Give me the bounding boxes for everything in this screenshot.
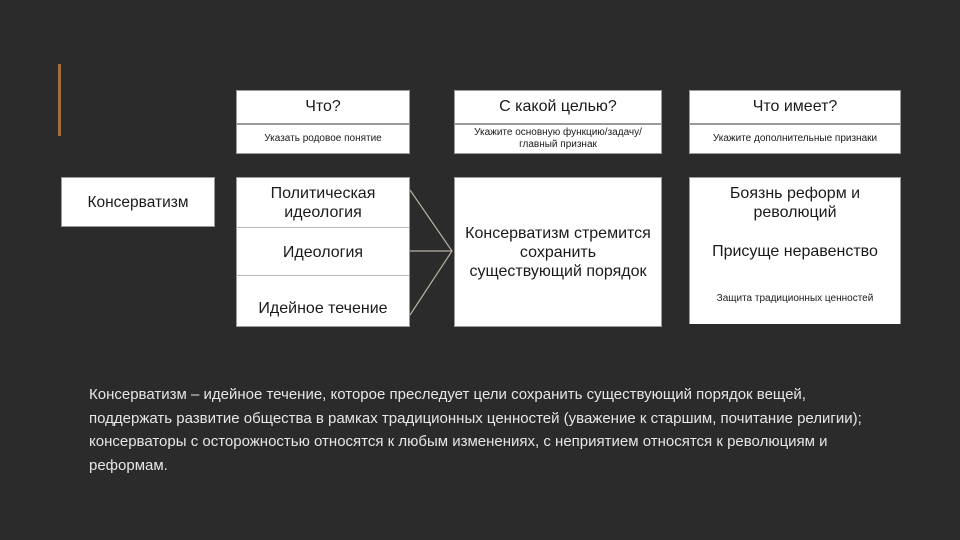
arrow-lines: [410, 190, 452, 315]
purpose-box: Консерватизм стремится сохранить существующий порядок: [454, 177, 662, 327]
term-box: Консерватизм: [61, 177, 215, 227]
genus-item: Идейное течение: [237, 276, 409, 326]
definition-text: Консерватизм – идейное течение, которое преследует цели сохранить существующий порядок вещей, поддержать развитие общества в рамках традиционных ценностей (уважение к старшим, почитание религии); консерваторы с осторожностью относятся к любым изменениях, с неприятием относятся к революциям и реформам.: [89, 386, 862, 474]
genus-item: Политическая идеология: [237, 178, 409, 228]
subheader-purpose: Укажите основную функцию/задачу/главный признак: [454, 124, 662, 154]
header-what: Что?: [236, 90, 410, 124]
genus-item: Идеология: [237, 228, 409, 276]
feature-item: Боязнь реформ и революций: [690, 178, 900, 228]
feature-item: Присуще неравенство: [690, 228, 900, 274]
features-box: [689, 177, 901, 324]
subheader-has: Укажите дополнительные признаки: [689, 124, 901, 154]
header-has: Что имеет?: [689, 90, 901, 124]
header-purpose: С какой целью?: [454, 90, 662, 124]
feature-item: Защита традиционных ценностей: [690, 274, 900, 324]
subheader-what: Указать родовое понятие: [236, 124, 410, 154]
